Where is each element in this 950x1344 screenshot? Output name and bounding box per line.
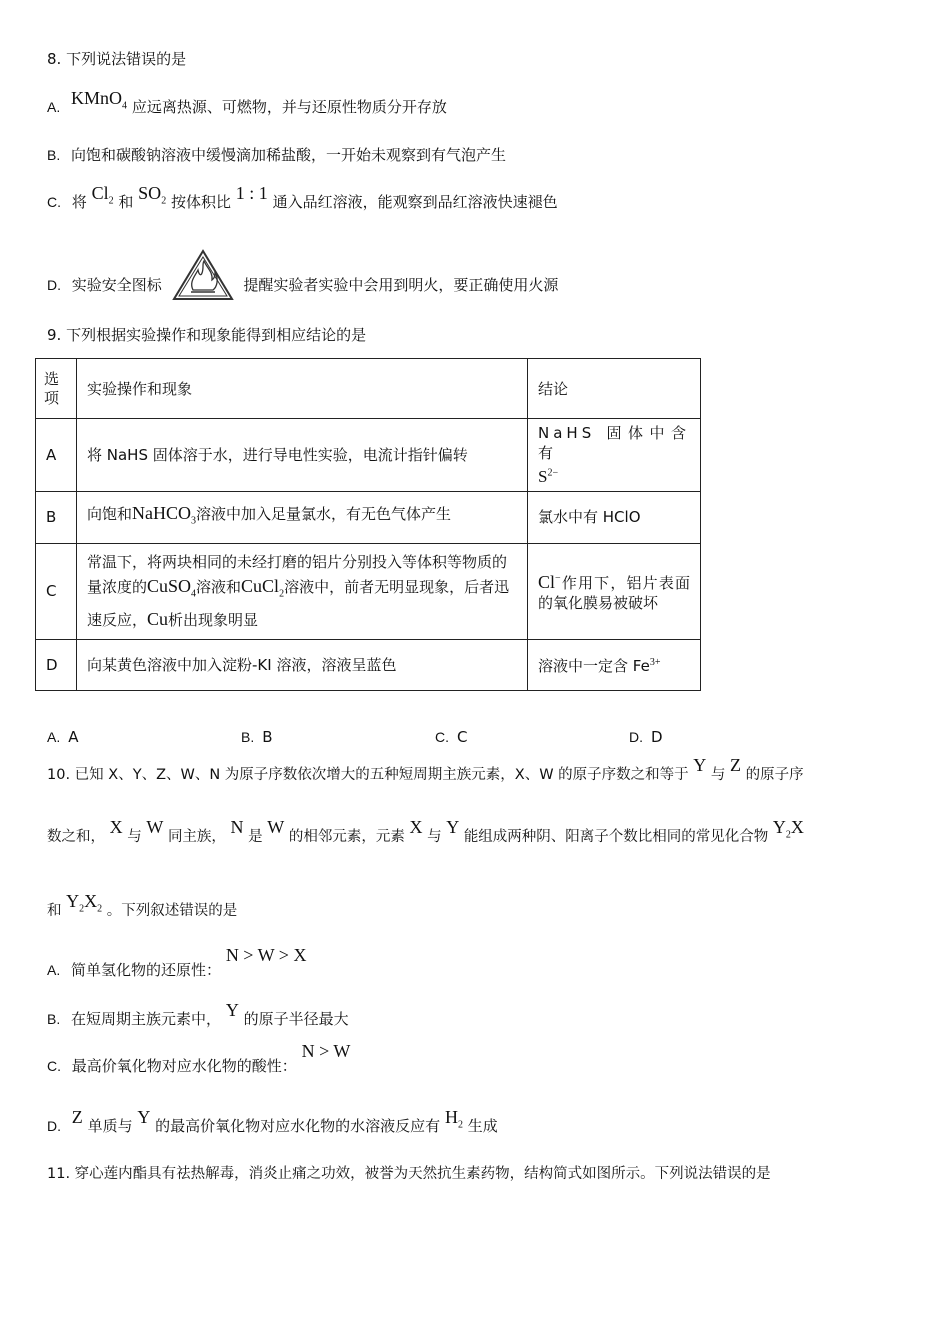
- choice-value: D: [651, 728, 663, 746]
- row-option: B: [36, 491, 77, 543]
- ion-cl: Cl−: [538, 572, 561, 593]
- conclusion-text: 溶液中一定含 Fe: [538, 657, 650, 676]
- row-operation: 将 NaHS 固体溶于水，进行导电性实验，电流计指针偏转: [77, 419, 528, 492]
- formula-cuso4: CuSO$_4$: [147, 576, 197, 600]
- formula-cucl2: CuCl$_2$: [241, 576, 285, 600]
- formula-cl2: $Cl_2$: [91, 183, 114, 207]
- choice-value: C: [457, 728, 468, 746]
- choice-value: A: [68, 728, 79, 746]
- option-text: 和: [118, 193, 134, 211]
- q9-stem: 9. 下列根据实验操作和现象能得到相应结论的是: [47, 326, 367, 344]
- stem-text: 与: [427, 829, 442, 845]
- q10-stem-line2: [47, 817, 804, 854]
- formula-nahco3: NaHCO$_3$: [132, 502, 197, 527]
- table-row: [36, 543, 701, 639]
- stem-text: 能组成两种阴、阳离子个数比相同的常见化合物: [463, 829, 769, 845]
- option-text: 提醒实验者实验中会用到明火，要正确使用火源: [243, 276, 559, 294]
- header-conclusion: 结论: [528, 359, 701, 419]
- var-x: X: [409, 817, 423, 837]
- var-y: Y: [446, 817, 460, 837]
- math-expression: N > W > X: [225, 945, 307, 965]
- option-text: 生成: [467, 1117, 498, 1135]
- option-text: 向饱和碳酸钠溶液中缓慢滴加稀盐酸，一开始未观察到有气泡产生: [71, 146, 507, 164]
- q9-table: [35, 358, 701, 691]
- var-n: N: [230, 817, 244, 837]
- ion-charge: 3+: [649, 657, 661, 669]
- table-row: [36, 491, 701, 543]
- option-label: D.: [47, 277, 61, 293]
- option-text: 最高价氧化物对应水化物的酸性：: [71, 1057, 297, 1075]
- stem-text: 与: [127, 829, 142, 845]
- stem-text: 的相邻元素，元素: [288, 829, 405, 845]
- choice-label: A.: [47, 729, 61, 745]
- option-text: 的最高价氧化物对应水化物的水溶液反应有: [155, 1117, 441, 1135]
- table-header-row: [36, 359, 701, 419]
- q10-option-a[interactable]: [47, 945, 307, 980]
- stem-text: 10. 已知 X、Y、Z、W、N 为原子序数依次增大的五种短周期主族元素，X、W 的原子序数之和等于: [47, 767, 689, 783]
- operation-text: 溶液和: [196, 578, 242, 597]
- math-expression: N > W: [301, 1041, 351, 1061]
- q8-option-d[interactable]: [47, 248, 558, 323]
- var-x: X: [109, 817, 123, 837]
- q8-stem: 8. 下列说法错误的是: [47, 50, 187, 68]
- stem-text: 同主族，: [167, 829, 226, 845]
- stem-text: 。下列叙述错误的是: [106, 903, 238, 919]
- ion-s2: $S^{2-}$: [538, 466, 559, 486]
- var-y: Y: [137, 1107, 151, 1127]
- option-label: B.: [47, 1011, 61, 1027]
- q10-stem-line3: [47, 891, 238, 928]
- var-y: Y: [225, 1000, 239, 1020]
- row-conclusion: [528, 419, 701, 492]
- option-label: C.: [47, 194, 61, 210]
- var-z: Z: [71, 1107, 83, 1127]
- option-text: 应远离热源、可燃物，并与还原性物质分开存放: [131, 98, 447, 116]
- formula-y2x: $Y_2X$: [772, 817, 804, 841]
- q8-option-a[interactable]: [47, 88, 447, 125]
- var-w: W: [267, 817, 285, 837]
- formula-kmno4: KMnO$_4$: [71, 88, 128, 112]
- var-z: Z: [730, 755, 741, 775]
- table-row: [36, 639, 701, 690]
- option-text: 实验安全图标: [71, 276, 162, 294]
- choice-label: D.: [629, 729, 643, 745]
- header-operation: 实验操作和现象: [77, 359, 528, 419]
- row-option: A: [36, 419, 77, 492]
- operation-text: 常温下，将两块相同的未经打磨的铝片分别投入等体积等物质的量浓度的: [87, 553, 508, 597]
- operation-text: 溶液中，前者无明显现象，后者迅速反应，: [87, 578, 510, 629]
- option-label: B.: [47, 147, 61, 163]
- row-conclusion: [528, 639, 701, 690]
- q10-option-d[interactable]: [47, 1107, 498, 1144]
- choice-label: C.: [435, 729, 449, 745]
- q10-option-b[interactable]: [47, 1000, 349, 1029]
- option-label: C.: [47, 1058, 61, 1074]
- q10-option-c[interactable]: [47, 1041, 351, 1076]
- stem-text: 是: [248, 829, 263, 845]
- q11-stem: 11. 穿心莲内酯具有祛热解毒，消炎止痛之功效，被誉为天然抗生素药物，结构简式如图所示。下列说法错误的是: [47, 1166, 771, 1182]
- row-option: C: [36, 543, 77, 639]
- option-label: A.: [47, 99, 61, 115]
- operation-text: 溶液中加入足量氯水，有无色气体产生: [196, 504, 452, 523]
- option-text: 单质与: [87, 1117, 133, 1135]
- stem-text: 数之和，: [47, 829, 105, 845]
- row-option: D: [36, 639, 77, 690]
- var-y: Y: [693, 755, 707, 775]
- option-text: 按体积比: [170, 193, 231, 211]
- stem-text: 的原子序: [745, 767, 804, 783]
- q8-option-c[interactable]: [47, 183, 558, 220]
- conclusion-text: 作用下，铝片表面的氧化膜易被破坏: [538, 574, 690, 613]
- var-w: W: [146, 817, 164, 837]
- row-conclusion: [528, 543, 701, 639]
- q9-choice-c[interactable]: [435, 728, 467, 746]
- q8-option-b[interactable]: [47, 145, 506, 165]
- option-label: D.: [47, 1118, 61, 1134]
- header-option: 选项: [36, 359, 77, 419]
- formula-cu: Cu: [147, 608, 169, 629]
- operation-text: 向饱和: [87, 504, 133, 523]
- option-text: 简单氢化物的还原性：: [71, 961, 222, 979]
- row-operation: 向某黄色溶液中加入淀粉-KI 溶液，溶液呈蓝色: [77, 639, 528, 690]
- table-row: [36, 419, 701, 492]
- q10-stem-line1: [47, 755, 804, 785]
- flame-hazard-icon: [171, 248, 235, 323]
- option-text: 在短周期主族元素中，: [71, 1010, 222, 1028]
- choice-label: B.: [241, 729, 255, 745]
- formula-y2x2: $Y_2X_2$: [66, 891, 103, 915]
- choice-value: B: [262, 728, 273, 746]
- formula-so2: $SO_2$: [138, 183, 167, 207]
- operation-text: 析出现象明显: [168, 610, 259, 629]
- q9-choice-d[interactable]: [629, 728, 663, 746]
- option-text: 通入品红溶液，能观察到品红溶液快速褪色: [272, 193, 558, 211]
- row-conclusion: 氯水中有 HClO: [528, 491, 701, 543]
- option-label: A.: [47, 962, 61, 978]
- row-operation: [77, 491, 528, 543]
- stem-text: 与: [710, 767, 726, 783]
- row-operation: [77, 543, 528, 639]
- stem-text: 和: [47, 903, 62, 919]
- ratio: 1 : 1: [235, 183, 268, 203]
- q9-choice-a[interactable]: [47, 728, 79, 746]
- conclusion-text: NaHS 固体中含有: [538, 424, 690, 462]
- formula-h2: $H_2$: [444, 1107, 463, 1131]
- option-text: 的原子半径最大: [243, 1010, 349, 1028]
- q9-choice-b[interactable]: [241, 728, 273, 746]
- option-text: 将: [71, 193, 87, 211]
